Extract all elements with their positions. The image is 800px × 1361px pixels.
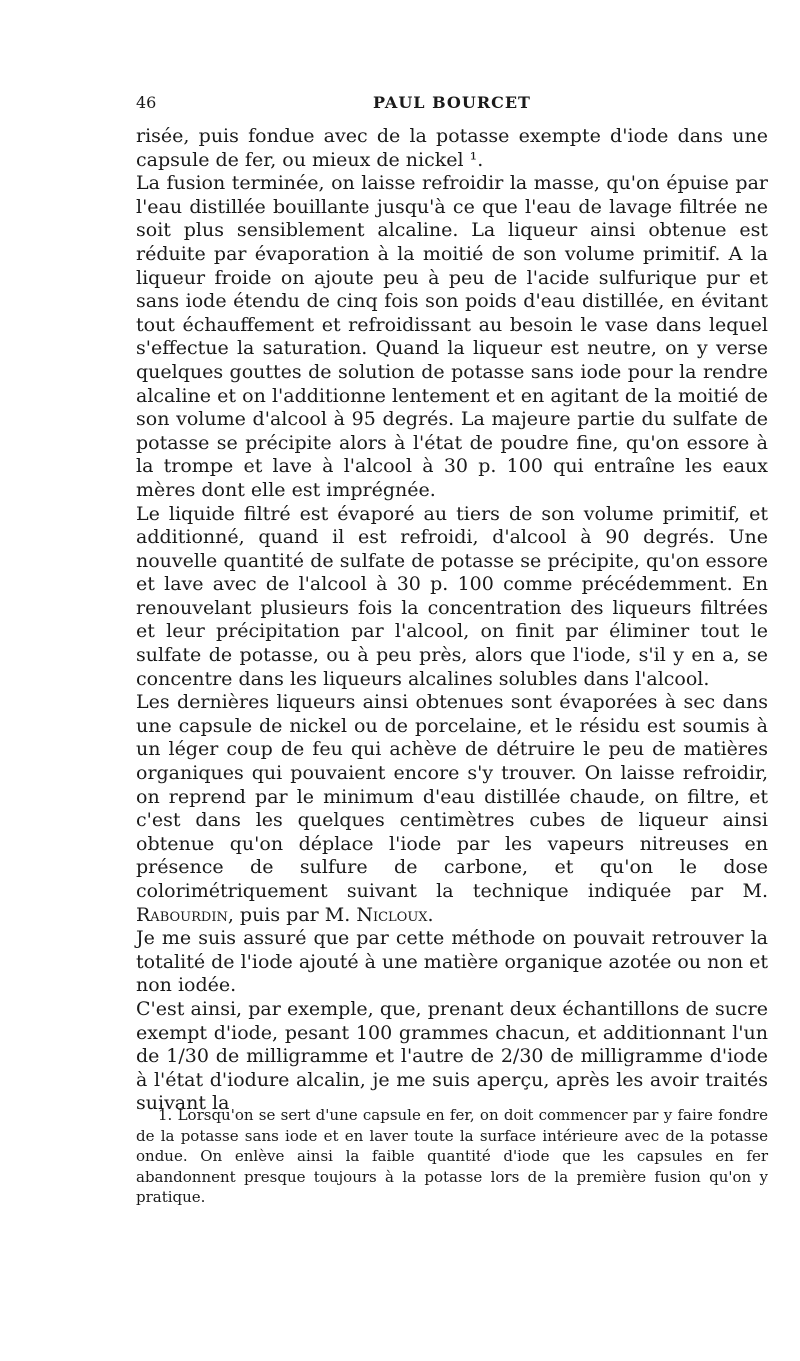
paragraph-text: Les dernières liqueurs ainsi obtenues sont évaporées à sec dans une capsule de nickel ou de porcelaine, et le résidu est soumis à un léger coup de feu qui achève de détruire le peu de matières organiques qui pouvaient encore s'y trouver. On laisse refroidir, on reprend par le minimum d'eau distillée chaude, on filtre, et c'est dans les quelques centimètres cubes de liqueur ainsi obtenue qu'on déplace l'iode par les vapeurs nitreuses en présence de sulfure de carbone, et qu'on le dose colorimétriquement suivant la technique indiquée par M.	[136, 691, 768, 902]
paragraph-continued: risée, puis fondue avec de la potasse exempte d'iode dans une capsule de fer, ou mieux de nickel ¹.	[136, 125, 768, 171]
paragraph: Je me suis assuré que par cette méthode on pouvait retrouver la totalité de l'iode ajouté à une matière organique azotée ou non et non iodée.	[136, 927, 768, 997]
footnote-text: 1. Lorsqu'on se sert d'une capsule en fer, on doit commencer par y faire fondre de la potasse sans iode et en laver toute la surface intérieure avec de la potasse ondue. On enlève ainsi la faible quantité d'iode que les capsules en fer abandonnent presque toujours à la potasse lors de la première fusion qu'on y pratique.	[136, 1106, 768, 1206]
paragraph: Le liquide filtré est évaporé au tiers de son volume primitif, et additionné, quand il est refroidi, d'alcool à 90 degrés. Une nouvelle quantité de sulfate de potasse se précipite, qu'on essore et lave avec de l'alcool à 30 p. 100 comme précédemment. En renouvelant plusieurs fois la concentration des liqueurs filtrées et leur précipitation par l'alcool, on finit par éliminer tout le sulfate de potasse, ou à peu près, alors que l'iode, s'il y en a, se concentre dans les liqueurs alcalines solubles dans l'alcool.	[136, 502, 768, 690]
paragraph: La fusion terminée, on laisse refroidir la masse, qu'on épuise par l'eau distillée bouillante jusqu'à ce que l'eau de lavage filtrée ne soit plus sensiblement alcaline. La liqueur ainsi obtenue est réduite par évaporation à la moitié de son volume primitif. A la liqueur froide on ajoute peu à peu de l'acide sulfurique pur et sans iode étendu de cinq fois son poids d'eau distillée, en évitant tout échauffement et refroidissant au besoin le vase dans lequel s'effectue la saturation. Quand la liqueur est neutre, on y verse quelques gouttes de solution de potasse sans iode pour la rendre alcaline et on l'additionne lentement et en agitant de la moitié de son volume d'alcool à 95 degrés. La majeure partie du sulfate de potasse se précipite alors à l'état de poudre fine, qu'on essore à la trompe et lave à l'alcool à 30 p. 100 qui entraîne les eaux mères dont elle est imprégnée.	[136, 172, 768, 501]
author-name-rabourdin: Rabourdin	[136, 903, 228, 926]
paragraph	[136, 691, 768, 927]
paragraph: C'est ainsi, par exemple, que, prenant deux échantillons de sucre exempt d'iode, pesant 100 grammes chacun, et additionnant l'un de 1/30 de milligramme et l'autre de 2/30 de milligramme d'iode à l'état d'iodure alcalin, je me suis aperçu, après les avoir traités suivant la	[136, 997, 768, 1115]
body-text	[136, 125, 768, 1116]
paragraph-text: , puis par M.	[227, 903, 357, 926]
page-number: 46	[136, 93, 157, 112]
author-name-nicloux: Nicloux	[356, 903, 428, 926]
page-header	[136, 93, 768, 117]
footnote	[136, 1105, 768, 1208]
paragraph-text: .	[427, 903, 434, 926]
running-head: PAUL BOURCET	[373, 93, 531, 112]
